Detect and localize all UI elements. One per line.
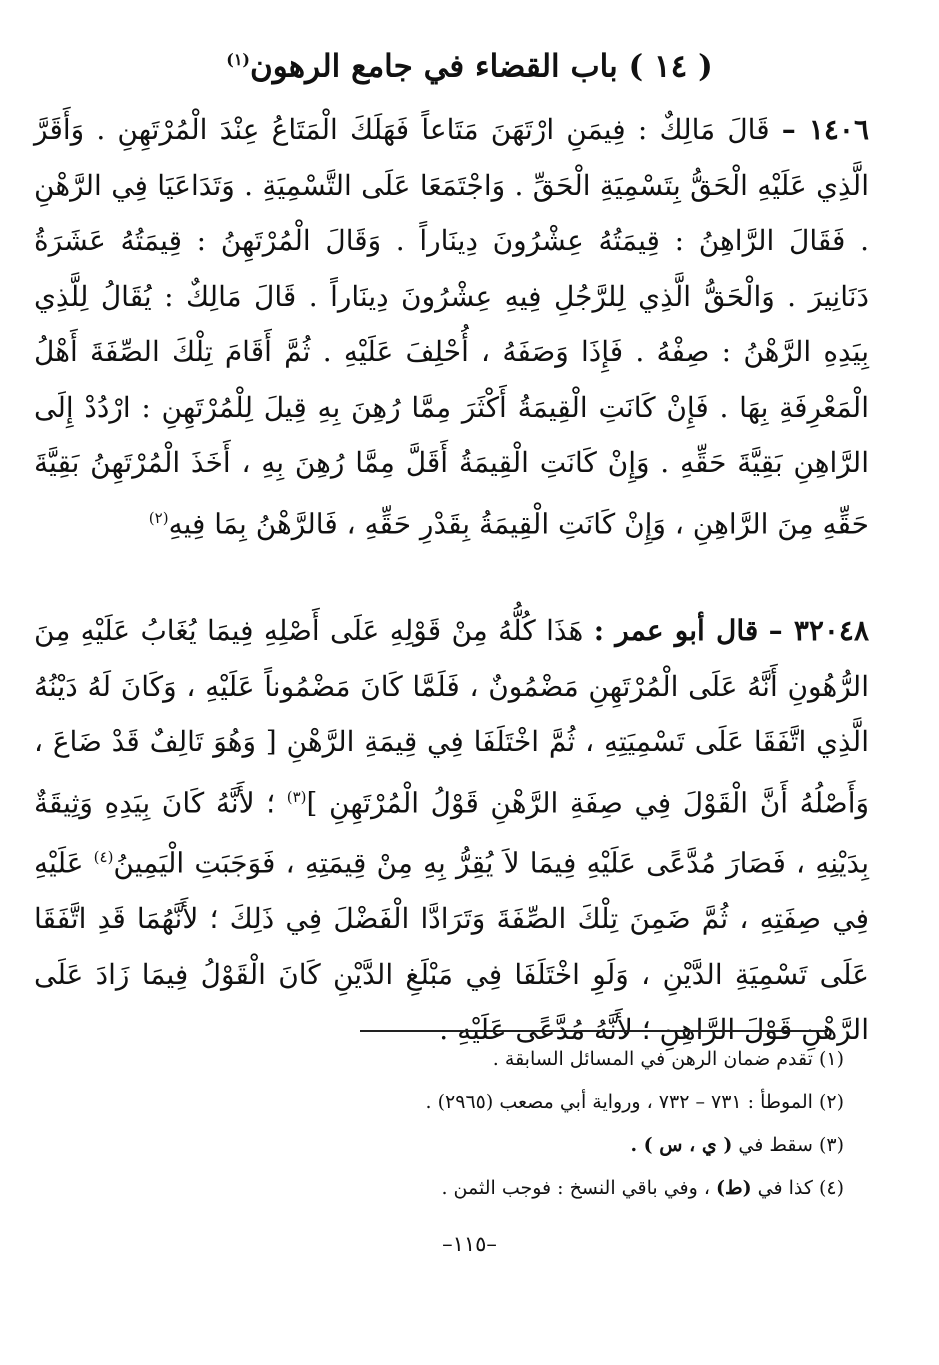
footnote-text: تقدم ضمان الرهن في المسائل السابقة . [492,1048,813,1070]
paragraph-text-a: هَذَا كُلُّهُ مِنْ قَوْلِهِ عَلَى أَصْلِهِ فِيمَا يُغَابُ عَلَيْهِ مِنَ الرُّهُونِ أَنَّهُ عَلَى الْمُرْتَهِنِ مَضْمُونٌ ، فَلَمَّا كَانَ مَضْمُوناً عَلَيْهِ ، وَكَانَ لَهُ دَيْنُهُ الَّذِي اتَّفَقَا عَلَى تَسْمِيَتِهِ ، ثُمَّ اخْتَلَفَا فِي قِيمَةِ الرَّهْنِ [ وَهُوَ تَالِفٌ قَدْ ضَاعَ ، وَأَصْلُهُ أَنَّ الْقَوْلَ فِي صِفَةِ الرَّهْنِ قَوْلُ الْمُرْتَهِنِ ] [34,614,870,819]
footnote-mark-3: (٣) [286,787,307,806]
footnote-text: سقط في [738,1134,813,1156]
footnote-mark-4: (٤) [93,848,114,867]
footnote-divider [360,1030,828,1032]
page-number: –١١٥– [442,1232,497,1256]
footnote-rest: ، وفي باقي النسخ : فوجب الثمن . [441,1177,710,1199]
author-label: قال أبو عمر : [593,614,759,647]
paragraph-text-b: ؛ لأَنَّهُ كَانَ بِيَدِهِ وَثِيقَةٌ بِدَيْنِهِ ، فَصَارَ مُدَّعًى عَلَيْهِ فِيمَا لاَ يُقِرُّ بِهِ مِنْ قِيمَتِهِ ، فَوَجَبَتِ الْيَمِينُ [34,785,869,880]
footnote-4 [100,1167,844,1210]
heading-footnote-mark: (١) [226,50,250,69]
paragraph-number: ١٤٠٦ – [781,113,869,146]
footnote-2 [100,1081,844,1124]
footnote-manuscripts: ( ي ، س ) . [630,1134,733,1156]
footnote-manuscript: (ط) [716,1177,752,1199]
footnote-mark: (٤) [818,1177,844,1199]
footnote-mark: (١) [818,1048,844,1070]
paragraph-1406 [34,102,869,551]
footnotes [100,1038,844,1210]
footnote-mark: (٢) [818,1091,844,1113]
footnote-text: كذا في [757,1177,813,1199]
footnote-1 [100,1038,844,1081]
paragraph-32048 [34,603,869,1058]
footnote-mark-2: (٢) [148,508,169,527]
footnote-mark: (٣) [818,1134,844,1156]
paragraph-number: ٣٢٠٤٨ – [768,614,870,647]
footnote-text: الموطأ : ٧٣١ – ٧٣٢ ، ورواية أبي مصعب (٢٩٦٥) . [425,1091,813,1113]
chapter-title: ( ١٤ ) باب القضاء في جامع الرهون [249,48,713,85]
paragraph-text: قَالَ مَالِكٌ : فِيمَنِ ارْتَهَنَ مَتَاعاً فَهَلَكَ الْمَتَاعُ عِنْدَ الْمُرْتَهِنِ . وَأَقَرَّ الَّذِي عَلَيْهِ الْحَقُّ بِتَسْمِيَةِ الْحَقِّ . وَاجْتَمَعَا عَلَى التَّسْمِيَةِ . وَتَدَاعَيَا فِي الرَّهْنِ . فَقَالَ الرَّاهِنُ : قِيمَتُهُ عِشْرُونَ دِينَاراً . وَقَالَ الْمُرْتَهِنُ : قِيمَتُهُ عَشَرَةُ دَنَانِيرَ . وَالْحَقُّ الَّذِي لِلرَّجُلِ فِيهِ عِشْرُونَ دِينَاراً . قَالَ مَالِكٌ : يُقَالُ لِلَّذِي بِيَدِهِ الرَّهْنُ : صِفْهُ . فَإِذَا وَصَفَهُ ، أُحْلِفَ عَلَيْهِ . ثُمَّ أَقَامَ تِلْكَ الصِّفَةَ أَهْلُ الْمَعْرِفَةِ بِهَا . فَإِنْ كَانَتِ الْقِيمَةُ أَكْثَرَ مِمَّا رُهِنَ بِهِ قِيلَ لِلْمُرْتَهِنِ : ارْدُدْ إِلَى الرَّاهِنِ بَقِيَّةَ حَقِّهِ . وَإِنْ كَانَتِ الْقِيمَةُ أَقَلَّ مِمَّا رُهِنَ بِهِ ، أَخَذَ الْمُرْتَهِنُ بَقِيَّةَ حَقِّهِ مِنَ الرَّاهِنِ ، وَإِنْ كَانَتِ الْقِيمَةُ بِقَدْرِ حَقِّهِ ، فَالرَّهْنُ بِمَا فِيهِ [34,113,870,540]
paragraph-text-c: عَلَيْهِ فِي صِفَتِهِ ، ثُمَّ ضَمِنَ تِلْكَ الصِّفَةَ وَتَرَادَّا الْفَضْلَ فِي ذَلِكَ ؛ لأَنَّهُمَا قَدِ اتَّفَقَا عَلَى تَسْمِيَةِ الدَّيْنِ ، وَلَوِ اخْتَلَفَا فِي مَبْلَغِ الدَّيْنِ كَانَ الْقَوْلُ فِيمَا زَادَ عَلَى الرَّهْنِ قَوْلَ الرَّاهِنِ ؛ لأَنَّهُ مُدَّعًى عَلَيْهِ . [34,846,869,1047]
footnote-3 [100,1124,844,1167]
chapter-heading [60,38,879,88]
